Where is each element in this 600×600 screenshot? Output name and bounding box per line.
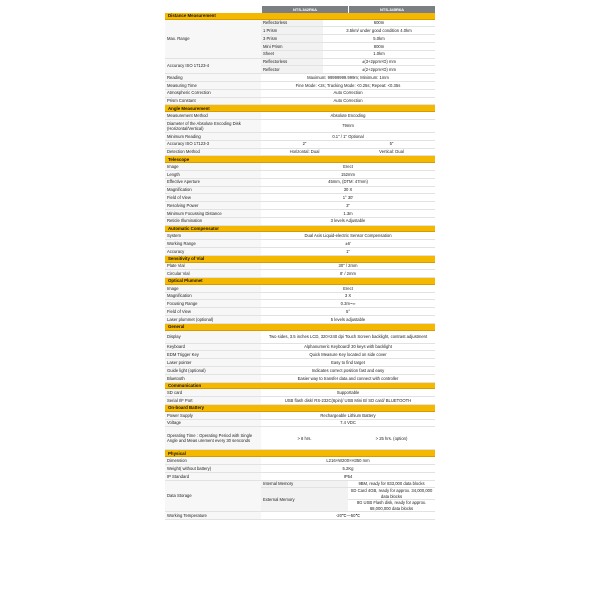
laser-pointer-value: Easy to find target xyxy=(261,359,435,367)
max-range-label: Max. Range xyxy=(165,20,261,58)
section-telescope: Telescope xyxy=(165,156,435,163)
resolving-value: 3" xyxy=(261,202,435,210)
spec-sheet xyxy=(165,6,435,520)
aperture-label: Effective Aperture xyxy=(165,178,261,186)
internal-memory-label: Internal Memory xyxy=(261,480,348,488)
section-physical: Physical xyxy=(165,450,435,457)
plummet-image-value: Erect xyxy=(261,285,435,292)
serial-port-label: Serial I/F Port xyxy=(165,397,261,405)
acc-reflectorless-value: ±(3+2ppm×D) mm xyxy=(323,58,435,66)
external-memory-label: External Memory xyxy=(261,488,348,512)
plate-vial-label: Plate Vial xyxy=(165,263,261,270)
communication-table xyxy=(165,389,435,405)
guide-light-value: Indicates correct position fast and easy xyxy=(261,367,435,375)
keyboard-value: Alphanumeric Keyboard/ 30 keys with backlight xyxy=(261,343,435,351)
tele-fov-label: Field of View xyxy=(165,194,261,202)
working-range-value: ±6' xyxy=(261,240,435,248)
dimension-label: Dimension xyxy=(165,457,261,464)
comp-accuracy-value: 1" xyxy=(261,247,435,255)
angle-accuracy-a: 2" xyxy=(261,140,348,148)
sheet-value: 1.0km xyxy=(323,50,435,58)
physical-table xyxy=(165,457,435,520)
section-communication: Communication xyxy=(165,383,435,390)
tele-image-label: Image xyxy=(165,163,261,170)
weight-value: 5.2Kg xyxy=(261,465,435,473)
section-compensator: Automatic Compensator xyxy=(165,226,435,233)
model-b-label: NTS-345R6A xyxy=(348,6,435,13)
prism3-label: 3 Prism xyxy=(261,35,323,43)
diameter-label: Diameter of the Absolute Encoding Disk (Horizontal/Vertical) xyxy=(165,119,261,132)
section-general: General xyxy=(165,324,435,331)
reading-value: Maximum: 99999999.999m; Minimum: 1mm xyxy=(261,74,435,82)
method-value: Absolute Encoding xyxy=(261,112,435,119)
laser-pointer-label: Laser pointer xyxy=(165,359,261,367)
header-blank xyxy=(165,6,261,13)
detection-a: Horizontal: Dual xyxy=(261,148,348,156)
model-header xyxy=(165,6,435,13)
working-temperature-label: Working Temperature xyxy=(165,512,261,520)
system-value: Dual Axis Liquid-electric Sensor Compensation xyxy=(261,232,435,239)
section-plummet: Optical Plummet xyxy=(165,278,435,285)
model-a-label: NTS-342R6A xyxy=(261,6,348,13)
reflectorless-label: Reflectorless xyxy=(261,20,323,27)
compensator-table xyxy=(165,232,435,255)
length-value: 152mm xyxy=(261,170,435,178)
laser-plummet-value: 5 levels adjustable xyxy=(261,316,435,324)
section-distance: Distance Measurement xyxy=(165,13,435,20)
plummet-magnification-value: 3 X xyxy=(261,292,435,300)
distance-table xyxy=(165,20,435,106)
weight-label: Weight( without battery) xyxy=(165,465,261,473)
distance-accuracy-label: Accuracy ISO 17123-4 xyxy=(165,58,261,74)
prism-const-value: Auto Correction xyxy=(261,97,435,105)
system-label: System xyxy=(165,232,261,239)
focusing-range-label: Focusing Range xyxy=(165,300,261,308)
edm-trigger-label: EDM Trigger Key xyxy=(165,351,261,359)
aperture-value: 45mm, (DTM: 47mm) xyxy=(261,178,435,186)
serial-port-value: USB flash disk/ RS-232C(6pin)/ USB Mini B/ SD card/ BLUETOOTH xyxy=(261,397,435,405)
operating-time-a: > 8 hrs. xyxy=(261,427,348,450)
sd-card-label: SD card xyxy=(165,389,261,396)
ip-standard-value: IP54 xyxy=(261,472,435,480)
plummet-magnification-label: Magnification xyxy=(165,292,261,300)
min-focus-value: 1.3m xyxy=(261,209,435,217)
angle-accuracy-label: Accuracy ISO 17123-3 xyxy=(165,140,261,148)
display-label: Display xyxy=(165,331,261,344)
acc-reflector-label: Reflector xyxy=(261,66,323,74)
guide-light-label: Guide light (optional) xyxy=(165,367,261,375)
section-angle: Angle Measurement xyxy=(165,105,435,112)
min-focus-label: Minimum Focussing Distance xyxy=(165,209,261,217)
length-label: Length xyxy=(165,170,261,178)
atmos-value: Auto Correction xyxy=(261,89,435,97)
tele-image-value: Erect xyxy=(261,163,435,170)
section-battery: On-board Battery xyxy=(165,405,435,412)
sd-card-value: Supportable xyxy=(261,389,435,396)
reflectorless-value: 600m xyxy=(323,20,435,27)
plummet-fov-value: 5° xyxy=(261,308,435,316)
working-temperature-value: -20℃—50℃ xyxy=(261,512,435,520)
power-supply-label: Power Supply xyxy=(165,412,261,419)
operating-time-b: > 25 hrs. (option) xyxy=(348,427,435,450)
mini-prism-value: 800m xyxy=(323,42,435,50)
section-vial: Sensitivity of Vial xyxy=(165,256,435,263)
resolving-label: Resolving Power xyxy=(165,202,261,210)
comp-accuracy-label: Accuracy xyxy=(165,247,261,255)
edm-trigger-value: Quick Measure Key located on side cover xyxy=(261,351,435,359)
battery-table xyxy=(165,412,435,451)
detection-b: Vertical: Dual xyxy=(348,148,435,156)
vial-table xyxy=(165,263,435,279)
atmos-label: Atmospheric Correction xyxy=(165,89,261,97)
prism1-label: 1 Prism xyxy=(261,27,323,35)
circular-vial-value: 8' / 2mm xyxy=(261,270,435,278)
working-range-label: Working Range xyxy=(165,240,261,248)
min-reading-label: Minimum Reading xyxy=(165,132,261,140)
prism1-value: 3.5km/ under good condition 4.0km xyxy=(323,27,435,35)
plummet-table xyxy=(165,285,435,324)
voltage-value: 7.4 VDC xyxy=(261,419,435,427)
voltage-label: Voltage xyxy=(165,419,261,427)
method-label: Measurement Method xyxy=(165,112,261,119)
focusing-range-value: 0.3m~∞ xyxy=(261,300,435,308)
reticle-value: 3 levels Adjustable xyxy=(261,217,435,225)
power-supply-value: Rechargeable Lithium Battery xyxy=(261,412,435,419)
tele-fov-value: 1° 30' xyxy=(261,194,435,202)
acc-reflectorless-label: Reflectorless xyxy=(261,58,323,66)
bluetooth-value: Easier way to transfer data and connect with controller xyxy=(261,374,435,382)
plummet-fov-label: Field of View xyxy=(165,308,261,316)
prism3-value: 5.0km xyxy=(323,35,435,43)
display-value: Two sides, 3.5 inches LCD, 320×240 dpi Touch Screen backlight, contrast adjustment xyxy=(261,331,435,344)
prism-const-label: Prism Constant xyxy=(165,97,261,105)
measuring-time-value: Fine Mode: <2s; Tracking Mode: <0.25s; Repeat: <0.35s xyxy=(261,81,435,89)
angle-accuracy-b: 5" xyxy=(348,140,435,148)
telescope-table xyxy=(165,163,435,225)
external-memory-value-2: 8G USB Flash disk, ready for approx. 68,000,000 data blocks xyxy=(348,500,435,512)
tele-magnification-label: Magnification xyxy=(165,186,261,194)
ip-standard-label: IP Standard xyxy=(165,472,261,480)
laser-plummet-label: Laser plummet (optional) xyxy=(165,316,261,324)
mini-prism-label: Mini Prism xyxy=(261,42,323,50)
general-table xyxy=(165,331,435,383)
min-reading-value: 0.1" / 1" Optional xyxy=(261,132,435,140)
circular-vial-label: Circular Vial xyxy=(165,270,261,278)
reticle-label: Reticle Illumination xyxy=(165,217,261,225)
internal-memory-value: 9BM, ready for 833,000 data blocks xyxy=(348,480,435,488)
plate-vial-value: 30" / 2mm xyxy=(261,263,435,270)
keyboard-label: Keyboard xyxy=(165,343,261,351)
reading-label: Reading xyxy=(165,74,261,82)
acc-reflector-value: ±(2+2ppm×D) mm xyxy=(323,66,435,74)
external-memory-value-1: SD Card 4GB, ready for approx. 34,000,000 data blocks xyxy=(348,488,435,500)
detection-label: Detection Method xyxy=(165,148,261,156)
diameter-value: 79mm xyxy=(261,119,435,132)
sheet-label: Sheet xyxy=(261,50,323,58)
angle-table xyxy=(165,112,435,156)
tele-magnification-value: 30 X xyxy=(261,186,435,194)
data-storage-label: Data Storage xyxy=(165,480,261,511)
bluetooth-label: Bluetooth xyxy=(165,374,261,382)
dimension-value: L216×W200×H350 mm xyxy=(261,457,435,464)
measuring-time-label: Measuring Time xyxy=(165,81,261,89)
plummet-image-label: Image xyxy=(165,285,261,292)
operating-time-label: Operating Time : Operating Period with Single Angle and Meas urement every 30 senconds xyxy=(165,427,261,450)
